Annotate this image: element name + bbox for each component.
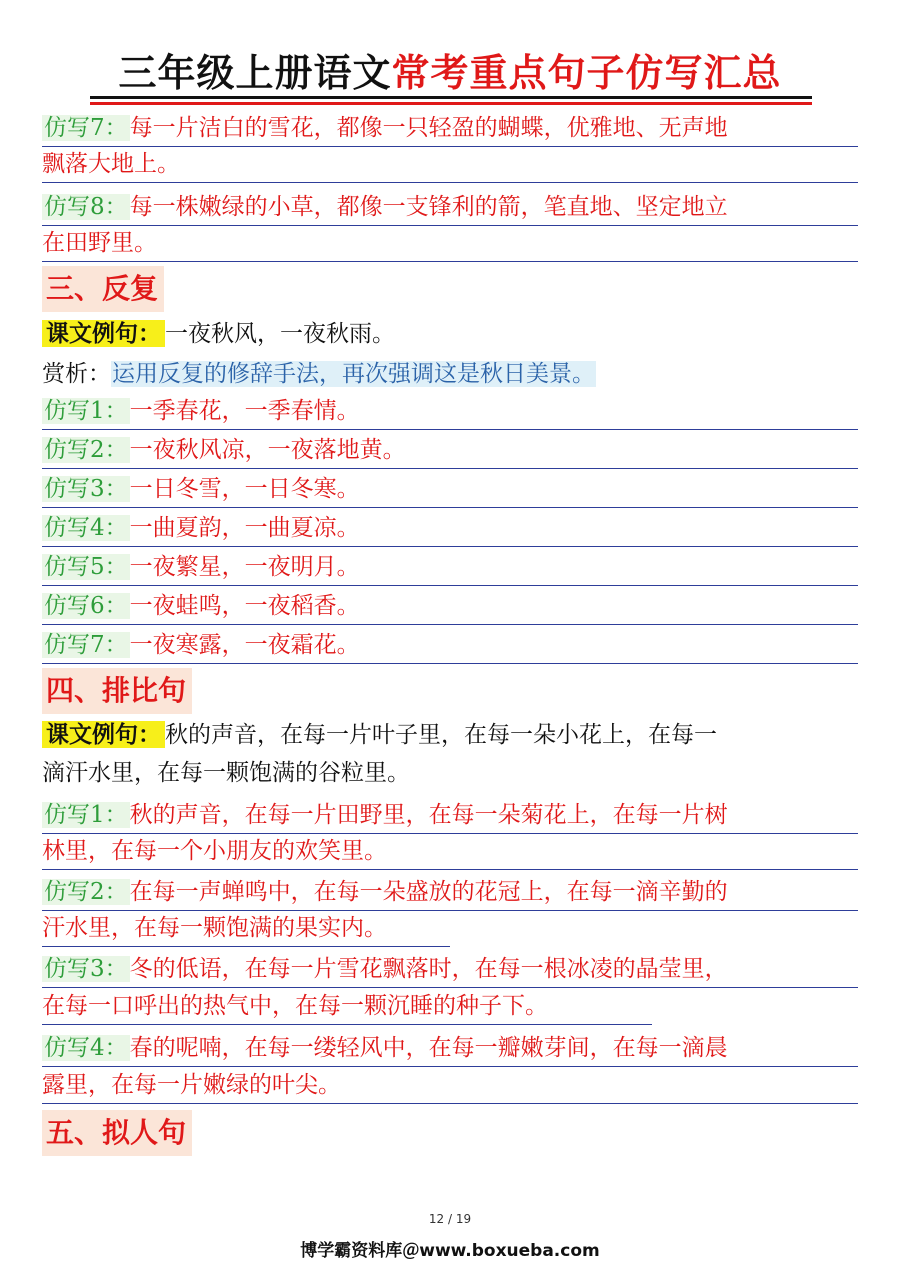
imitation-label: 仿写8： bbox=[44, 194, 128, 220]
list-item bbox=[42, 588, 858, 625]
imitation-text: 汗水里，在每一颗饱满的果实内。 bbox=[42, 915, 387, 941]
imitation-text: 春的呢喃，在每一缕轻风中，在每一瓣嫩芽间，在每一滴晨 bbox=[129, 1035, 728, 1061]
imitation-text: 一夜秋风凉，一夜落地黄。 bbox=[129, 437, 406, 463]
page-title-black: 三年级上册语文 bbox=[118, 51, 392, 95]
imitation-text: 飘落大地上。 bbox=[42, 151, 180, 177]
imitation-text: 一夜蛙鸣，一夜稻香。 bbox=[129, 593, 360, 619]
analysis-text: 运用反复的修辞手法，再次强调这是秋日美景。 bbox=[112, 361, 595, 387]
title-underline-red bbox=[90, 102, 812, 105]
imitation-text: 一季春花，一季春情。 bbox=[129, 398, 360, 424]
list-item bbox=[42, 393, 858, 430]
example-text: 滴汗水里，在每一颗饱满的谷粒里。 bbox=[42, 760, 410, 786]
imitation-label: 仿写5： bbox=[44, 554, 128, 580]
example-sentence-line1 bbox=[42, 717, 858, 753]
list-item bbox=[42, 874, 858, 911]
page-title-red: 常考重点句子仿写汇总 bbox=[391, 51, 782, 95]
list-item bbox=[42, 471, 858, 508]
imitation-label: 仿写1： bbox=[44, 802, 128, 828]
imitation-7-line1 bbox=[42, 110, 858, 147]
imitation-text: 在田野里。 bbox=[42, 230, 157, 256]
imitation-label: 仿写6： bbox=[44, 593, 128, 619]
analysis-label: 赏析： bbox=[42, 361, 111, 387]
section-heading-parallelism: 四、排比句 bbox=[42, 668, 192, 714]
imitation-label: 仿写3： bbox=[44, 956, 128, 982]
imitation-label: 仿写7： bbox=[44, 115, 128, 141]
imitation-text: 林里，在每一个小朋友的欢笑里。 bbox=[42, 838, 387, 864]
example-text: 一夜秋风，一夜秋雨。 bbox=[165, 321, 395, 347]
page-title bbox=[0, 42, 900, 104]
list-item bbox=[42, 510, 858, 547]
imitation-8-line1 bbox=[42, 189, 858, 226]
list-item-cont bbox=[42, 988, 652, 1025]
imitation-label: 仿写4： bbox=[44, 1035, 128, 1061]
list-item bbox=[42, 627, 858, 664]
list-item bbox=[42, 797, 858, 834]
imitation-text: 在每一口呼出的热气中，在每一颗沉睡的种子下。 bbox=[42, 993, 548, 1019]
imitation-text: 冬的低语，在每一片雪花飘落时，在每一根冰凌的晶莹里， bbox=[129, 956, 728, 982]
imitation-text: 一日冬雪，一日冬寒。 bbox=[129, 476, 360, 502]
list-item bbox=[42, 549, 858, 586]
section-heading-repetition: 三、反复 bbox=[42, 266, 164, 312]
page-number: 12 / 19 bbox=[428, 1212, 472, 1226]
imitation-label: 仿写2： bbox=[44, 437, 128, 463]
section-heading-personification: 五、拟人句 bbox=[42, 1110, 192, 1156]
title-underline bbox=[90, 96, 812, 99]
imitation-text: 一夜寒露，一夜霜花。 bbox=[129, 632, 360, 658]
imitation-text: 露里，在每一片嫩绿的叶尖。 bbox=[42, 1072, 341, 1098]
imitation-text: 一曲夏韵，一曲夏凉。 bbox=[129, 515, 360, 541]
list-item-cont bbox=[42, 910, 450, 947]
analysis bbox=[42, 356, 858, 392]
imitation-text: 在每一声蝉鸣中，在每一朵盛放的花冠上，在每一滴辛勤的 bbox=[129, 879, 728, 905]
imitation-text: 每一株嫩绿的小草，都像一支锋利的箭，笔直地、坚定地立 bbox=[129, 194, 728, 220]
list-item bbox=[42, 432, 858, 469]
example-sentence-line2 bbox=[42, 755, 858, 791]
imitation-text: 秋的声音，在每一片田野里，在每一朵菊花上，在每一片树 bbox=[129, 802, 728, 828]
imitation-label: 仿写2： bbox=[44, 879, 128, 905]
imitation-7-line2 bbox=[42, 146, 858, 183]
example-text: 秋的声音，在每一片叶子里，在每一朵小花上，在每一 bbox=[165, 722, 717, 748]
list-item-cont bbox=[42, 1067, 858, 1104]
example-label: 课文例句： bbox=[42, 320, 165, 347]
list-item bbox=[42, 951, 858, 988]
imitation-label: 仿写3： bbox=[44, 476, 128, 502]
imitation-text: 每一片洁白的雪花，都像一只轻盈的蝴蝶，优雅地、无声地 bbox=[129, 115, 728, 141]
imitation-text: 一夜繁星，一夜明月。 bbox=[129, 554, 360, 580]
list-item bbox=[42, 1030, 858, 1067]
source-footer: 博学霸资料库＠www.boxueba.com bbox=[300, 1241, 600, 1261]
imitation-label: 仿写7： bbox=[44, 632, 128, 658]
example-label: 课文例句： bbox=[42, 721, 165, 748]
imitation-8-line2 bbox=[42, 225, 858, 262]
imitation-label: 仿写4： bbox=[44, 515, 128, 541]
list-item-cont bbox=[42, 833, 858, 870]
imitation-label: 仿写1： bbox=[44, 398, 128, 424]
example-sentence bbox=[42, 316, 858, 352]
